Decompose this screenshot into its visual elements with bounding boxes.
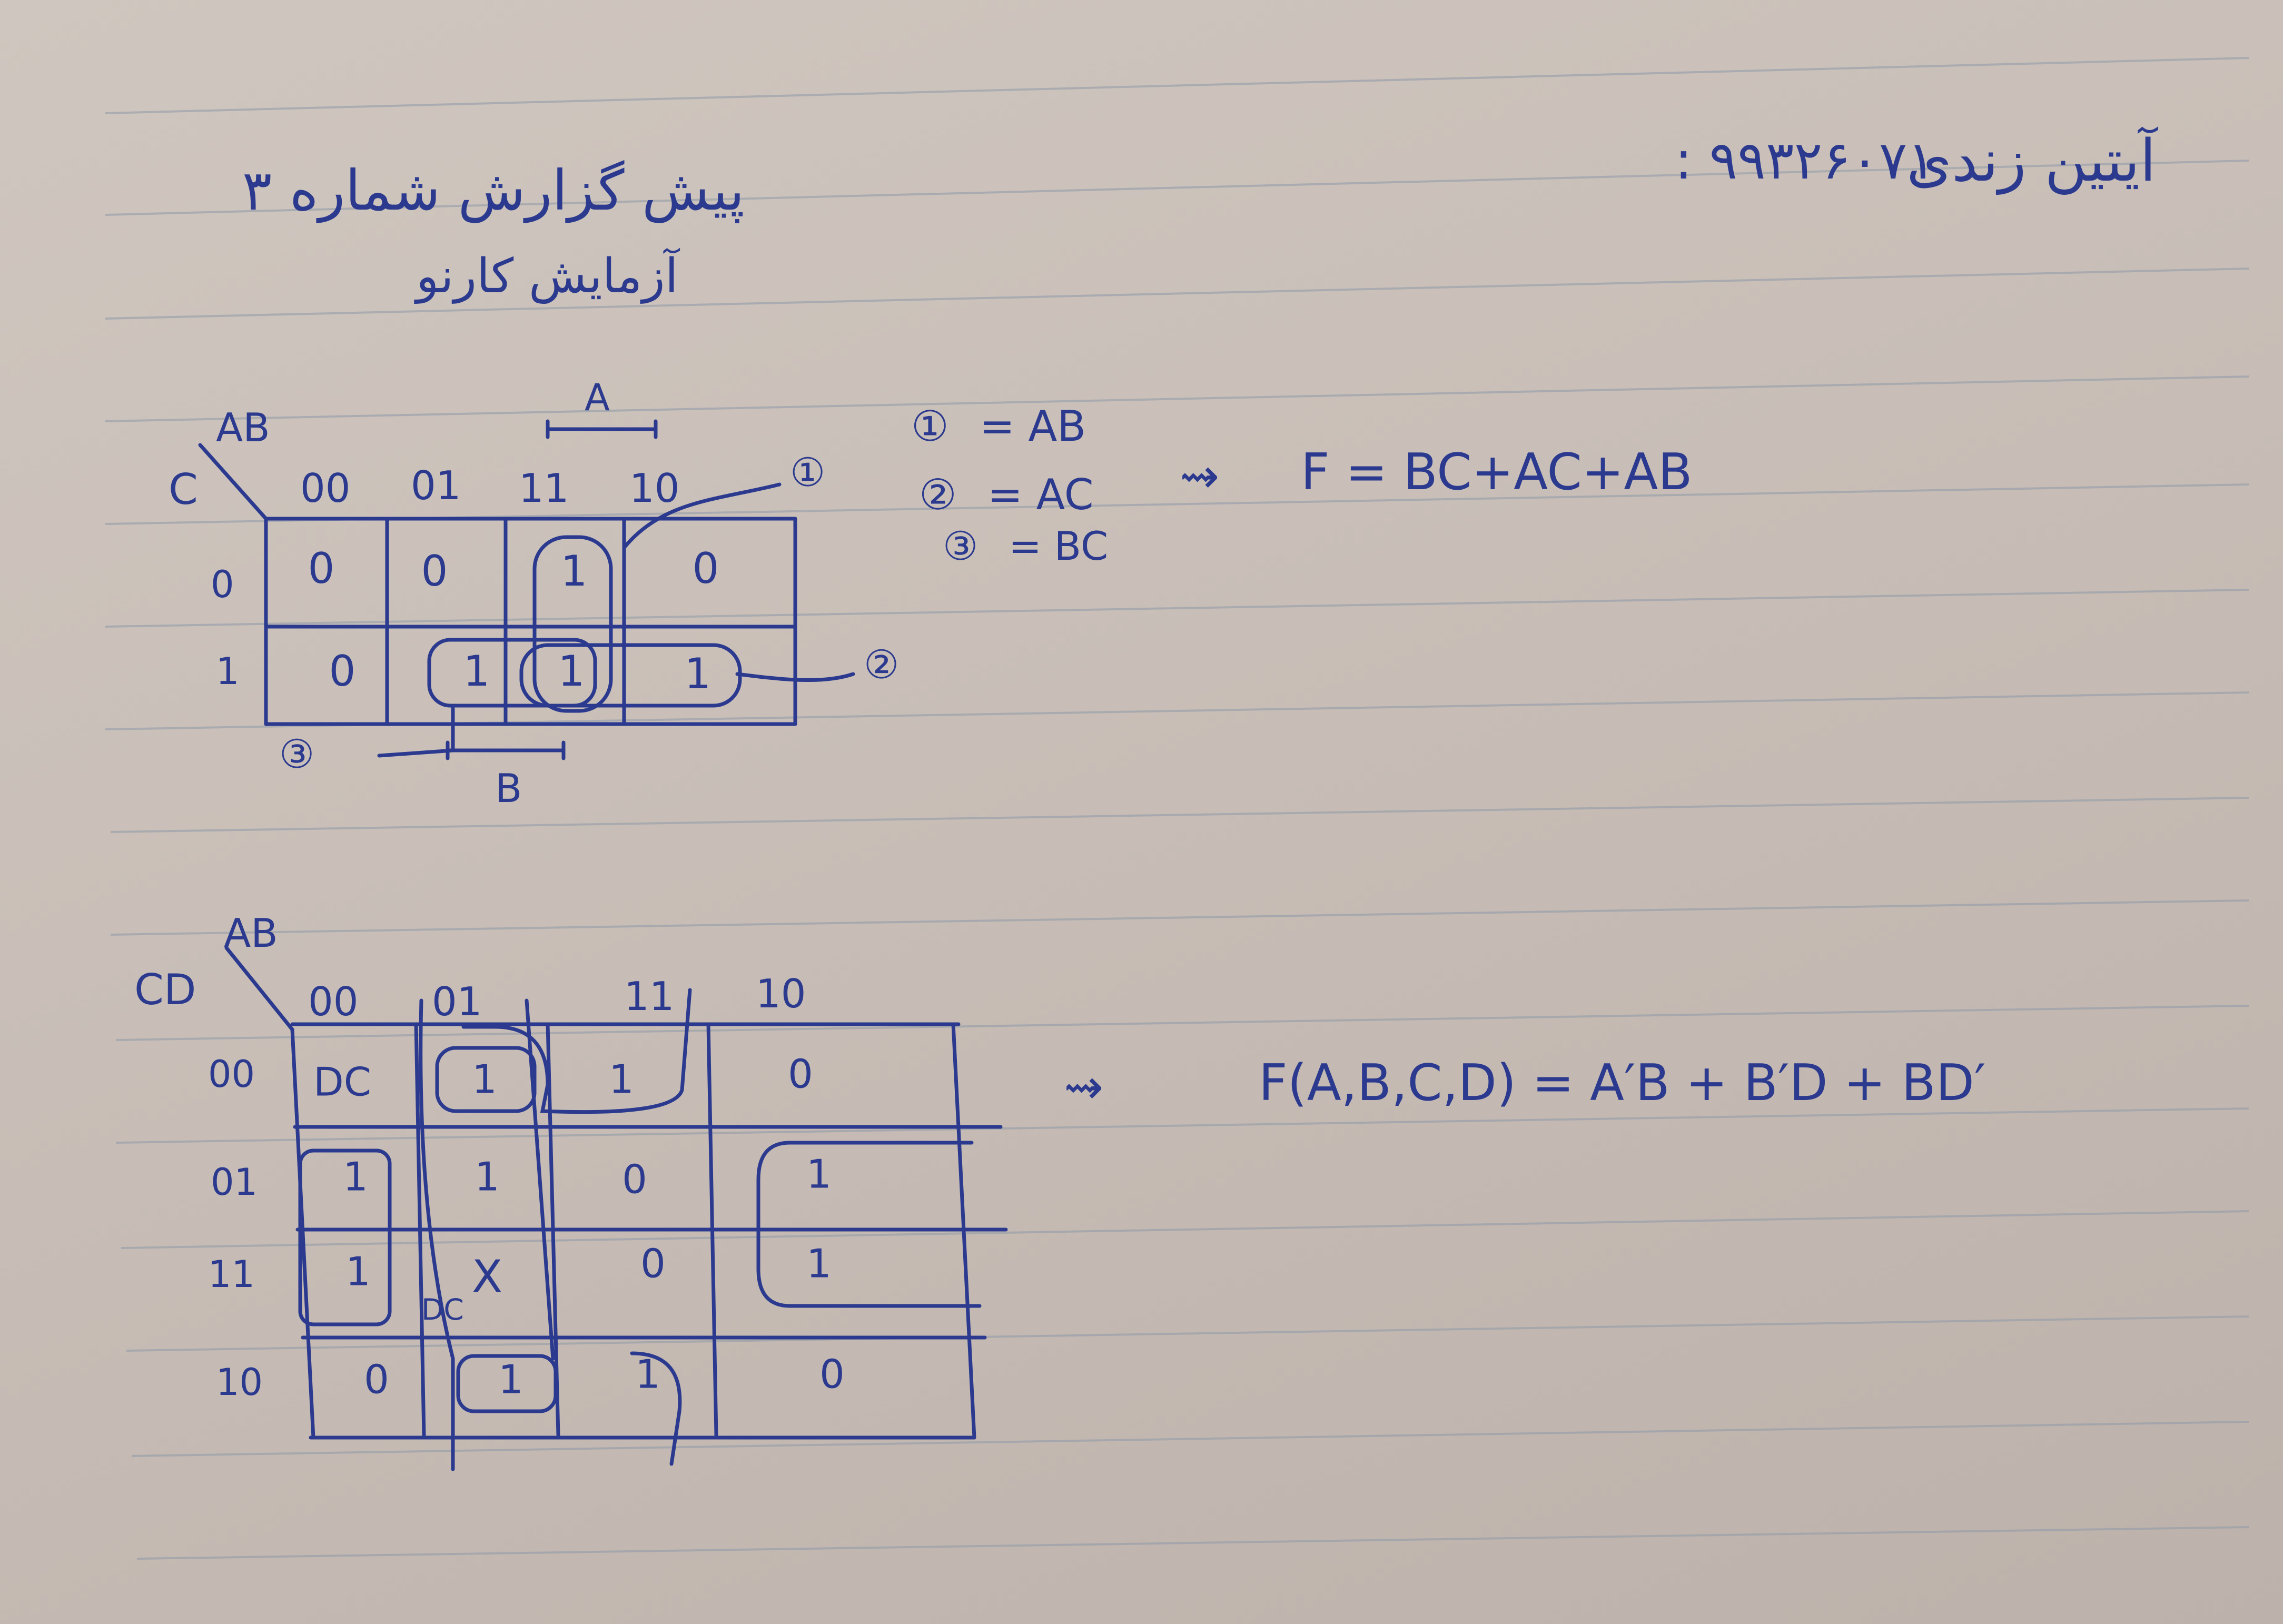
student-id: ۹۹۳۲۶۰۷۱ : bbox=[1675, 130, 1936, 191]
student-name: آیتین زندی bbox=[1906, 127, 2156, 194]
kmap2-cell: 1 bbox=[472, 1056, 497, 1103]
kmap2-row-header: 11 bbox=[208, 1253, 255, 1296]
kmap2-cell: 0 bbox=[364, 1356, 389, 1403]
kmap1-col-header: 01 bbox=[411, 462, 461, 509]
kmap2-cell: 1 bbox=[498, 1356, 523, 1403]
kmap2-dc-note: DC bbox=[421, 1293, 464, 1326]
kmap2-cell: 1 bbox=[635, 1351, 660, 1398]
kmap2-var-cols: AB bbox=[224, 910, 278, 956]
kmap1-cell: 1 bbox=[463, 646, 490, 696]
kmap1-arrow: ⇝ bbox=[1180, 449, 1220, 504]
kmap2-col-header: 01 bbox=[432, 978, 482, 1025]
kmap2-cell: 1 bbox=[343, 1153, 368, 1200]
kmap2-col-header: 10 bbox=[756, 971, 806, 1017]
kmap2-cell: 0 bbox=[788, 1051, 813, 1097]
kmap1-group-marker: ③ bbox=[279, 731, 315, 777]
kmap2-result: F(A,B,C,D) = A′B + B′D + BD′ bbox=[1259, 1054, 1986, 1112]
kmap1-var-cols: AB bbox=[216, 404, 270, 451]
kmap1-col-header: 10 bbox=[629, 465, 680, 511]
kmap2-cell: X bbox=[471, 1251, 503, 1303]
kmap2-cell: 1 bbox=[475, 1153, 500, 1200]
kmap1-cell: 0 bbox=[329, 646, 356, 696]
kmap1-cell: 0 bbox=[308, 543, 335, 593]
kmap1-group-marker: ② bbox=[864, 641, 900, 688]
report-subtitle: آزمایش کارنو bbox=[416, 249, 678, 304]
kmap1-label-a: A bbox=[585, 376, 610, 419]
kmap2-cell: DC bbox=[313, 1058, 372, 1105]
kmap1-term-marker: ② bbox=[919, 470, 957, 519]
kmap1-label-b: B bbox=[495, 765, 522, 811]
kmap1-cell: 0 bbox=[421, 546, 448, 596]
kmap1-term-expr: = BC bbox=[1009, 523, 1109, 569]
kmap1-term-marker: ① bbox=[911, 402, 949, 451]
kmap1-cell: 0 bbox=[692, 543, 719, 593]
kmap1-col-header: 00 bbox=[300, 465, 351, 511]
kmap1-row-header: 1 bbox=[216, 650, 240, 693]
kmap2-cell: 0 bbox=[622, 1156, 647, 1203]
kmap2-cell: 1 bbox=[345, 1248, 371, 1295]
kmap1-cell: 1 bbox=[684, 649, 711, 698]
kmap1-term-marker: ③ bbox=[943, 523, 979, 569]
kmap2-row-header: 00 bbox=[208, 1053, 255, 1096]
kmap2-cell: 1 bbox=[609, 1056, 634, 1103]
kmap1-term-expr: = AC bbox=[987, 470, 1094, 519]
kmap1-term-expr: = AB bbox=[980, 402, 1086, 451]
kmap2-group bbox=[758, 1143, 980, 1306]
kmap1-col-header: 11 bbox=[519, 465, 569, 511]
kmap1-cell: 1 bbox=[560, 546, 588, 596]
kmap1-result: F = BC+AC+AB bbox=[1301, 443, 1693, 501]
kmap2-var-rows: CD bbox=[134, 965, 196, 1014]
kmap2-col-header: 00 bbox=[308, 978, 359, 1025]
kmap1-cell: 1 bbox=[558, 646, 585, 696]
kmap1-row-header: 0 bbox=[211, 563, 234, 606]
kmap1-group-marker: ① bbox=[790, 449, 826, 496]
kmap2-cell: 1 bbox=[806, 1151, 832, 1197]
kmap2-cell: 0 bbox=[819, 1351, 845, 1398]
kmap2-arrow: ⇝ bbox=[1064, 1059, 1104, 1115]
report-title: پیش گزارش شماره ۳ bbox=[242, 159, 745, 223]
kmap2-cell: 1 bbox=[806, 1240, 832, 1287]
kmap2-row-header: 10 bbox=[216, 1361, 263, 1404]
kmap2-col-header: 11 bbox=[624, 973, 675, 1019]
kmap2-cell: 0 bbox=[640, 1240, 666, 1287]
kmap1-var-rows: C bbox=[169, 465, 198, 514]
kmap2-row-header: 01 bbox=[211, 1161, 258, 1204]
